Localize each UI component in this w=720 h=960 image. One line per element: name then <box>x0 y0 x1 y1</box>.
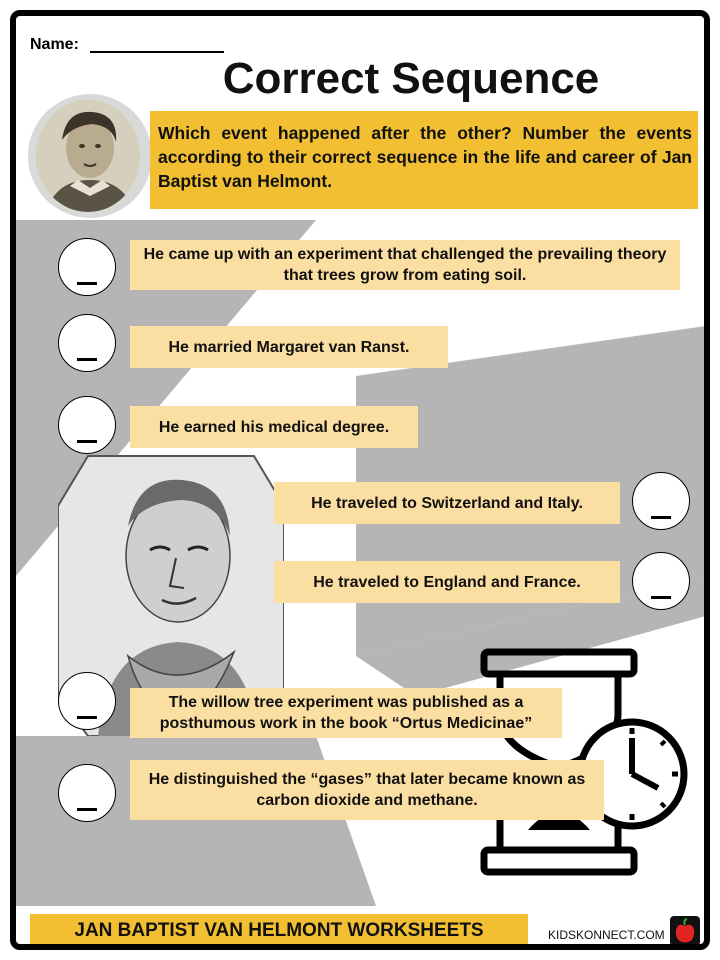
answer-circle-6[interactable] <box>58 672 116 730</box>
name-label: Name: <box>30 36 79 53</box>
event-box-2: He married Margaret van Ranst. <box>130 326 448 368</box>
apple-logo-icon <box>670 916 700 946</box>
instructions-text: Which event happened after the other? Number the events according to their correct sequence in the life and career of Jan Baptist van Helmont. <box>150 111 698 209</box>
answer-circle-5[interactable] <box>632 552 690 610</box>
answer-circle-2[interactable] <box>58 314 116 372</box>
event-box-7: He distinguished the “gases” that later became known as carbon dioxide and methane. <box>130 760 604 820</box>
worksheet-frame <box>10 10 710 950</box>
name-input-line[interactable] <box>90 51 224 53</box>
answer-circle-1[interactable] <box>58 238 116 296</box>
event-box-5: He traveled to England and France. <box>274 561 620 603</box>
site-label: KIDSKONNECT.COM <box>548 928 665 942</box>
footer-title: JAN BAPTIST VAN HELMONT WORKSHEETS <box>30 914 528 948</box>
event-box-6: The willow tree experiment was published as a posthumous work in the book “Ortus Medicinae” <box>130 688 562 738</box>
event-box-4: He traveled to Switzerland and Italy. <box>274 482 620 524</box>
answer-circle-7[interactable] <box>58 764 116 822</box>
page-title: Correct Sequence <box>222 54 600 103</box>
event-box-3: He earned his medical degree. <box>130 406 418 448</box>
portrait-image <box>36 100 140 212</box>
answer-circle-4[interactable] <box>632 472 690 530</box>
answer-circle-3[interactable] <box>58 396 116 454</box>
event-box-1: He came up with an experiment that challenged the prevailing theory that trees grow from eating soil. <box>130 240 680 290</box>
